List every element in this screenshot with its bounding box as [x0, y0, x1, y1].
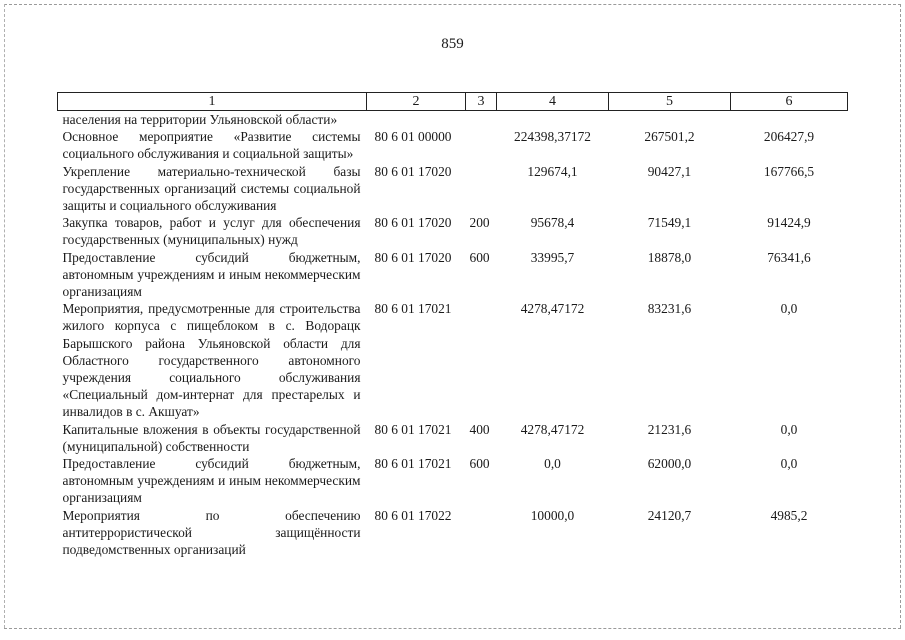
row-code: 80 6 01 17020	[374, 215, 452, 231]
row-value-5: 21231,6	[647, 421, 692, 437]
row-code: 80 6 01 17020	[374, 163, 452, 179]
table-row	[58, 300, 848, 420]
row-expense-type: 600	[469, 456, 490, 472]
row-code: 80 6 01 17021	[374, 421, 452, 437]
row-value-6: 91424,9	[767, 215, 811, 231]
row-value-4: 4278,47172	[520, 301, 585, 317]
row-value-4: 4278,47172	[520, 421, 585, 437]
row-expense-type: 200	[469, 215, 490, 231]
row-expense-type	[466, 128, 497, 162]
page-edge-right	[900, 4, 901, 628]
page-edge-bottom	[4, 628, 901, 629]
row-value-6: 0,0	[780, 301, 798, 317]
budget-table	[57, 92, 848, 558]
page-edge-left	[4, 4, 5, 628]
row-value-5: 71549,1	[647, 215, 692, 231]
row-value-5: 267501,2	[644, 129, 695, 145]
row-value-5: 90427,1	[647, 163, 692, 179]
table-row	[58, 111, 848, 129]
row-value-4: 129674,1	[527, 163, 578, 179]
column-header-1: 1	[58, 93, 367, 111]
column-header-5: 5	[609, 93, 731, 111]
row-name: Мероприятия по обеспечению антитеррористической защищённости подведомственных организаций	[62, 507, 361, 558]
page-number: 859	[441, 36, 464, 52]
table-row	[58, 421, 848, 455]
row-expense-type: 600	[469, 249, 490, 265]
column-header-4: 4	[497, 93, 609, 111]
header-row	[58, 93, 848, 111]
table-row	[58, 163, 848, 215]
row-value-6: 0,0	[780, 456, 798, 472]
column-header-2: 2	[367, 93, 466, 111]
row-code	[367, 111, 466, 129]
row-expense-type	[466, 507, 497, 559]
row-code: 80 6 01 17020	[374, 249, 452, 265]
row-name: Основное мероприятие «Развитие системы социального обслуживания и социальной защиты»	[62, 129, 361, 162]
row-name: населения на территории Ульяновской области»	[62, 112, 338, 127]
table-row	[58, 249, 848, 301]
row-value-4: 10000,0	[530, 507, 575, 523]
table-row	[58, 214, 848, 248]
row-code: 80 6 01 17022	[374, 507, 452, 523]
row-name: Мероприятия, предусмотренные для строительства жилого корпуса с пищеблоком в с. Водорацк Барышского района Ульяновской области для Областного государственного автономного учреждения социального обслуживания «Специальный дом-интернат для престарелых и инвалидов в с. Акшуат»	[62, 301, 361, 420]
row-value-6: 0,0	[780, 421, 798, 437]
row-value-5: 62000,0	[647, 456, 692, 472]
table-row	[58, 128, 848, 162]
row-code: 80 6 01 17021	[374, 456, 452, 472]
row-expense-type: 400	[469, 421, 490, 437]
row-name: Укрепление материально-технической базы государственных организаций системы социальной защиты и социального обслуживания	[62, 163, 361, 214]
row-name: Предоставление субсидий бюджетным, автономным учреждениям и иным некоммерческим организациям	[62, 456, 361, 506]
column-header-3: 3	[466, 93, 497, 111]
row-value-6: 206427,9	[763, 129, 815, 145]
column-header-6: 6	[731, 93, 848, 111]
row-value-5: 18878,0	[647, 249, 692, 265]
row-value-6: 4985,2	[770, 507, 808, 523]
row-value-4: 224398,37172	[514, 129, 591, 145]
row-expense-type	[466, 111, 497, 129]
row-value-6	[731, 111, 848, 129]
row-value-5: 83231,6	[647, 301, 692, 317]
row-expense-type	[466, 163, 497, 215]
page-edge-top	[4, 4, 901, 5]
row-value-4: 95678,4	[530, 215, 575, 231]
row-value-5: 24120,7	[647, 507, 692, 523]
table-row	[58, 455, 848, 507]
row-value-4	[497, 111, 609, 129]
row-code: 80 6 01 17021	[374, 301, 452, 317]
row-value-5	[609, 111, 731, 129]
row-value-4: 0,0	[544, 456, 561, 472]
row-code: 80 6 01 00000	[374, 129, 452, 145]
row-name: Закупка товаров, работ и услуг для обеспечения государственных (муниципальных) нужд	[62, 215, 361, 248]
row-expense-type	[466, 300, 497, 420]
row-value-6: 167766,5	[763, 163, 815, 179]
row-value-6: 76341,6	[767, 249, 811, 265]
row-name: Капитальные вложения в объекты государственной (муниципальной) собственности	[62, 421, 361, 454]
row-value-4: 33995,7	[530, 249, 575, 265]
table-row	[58, 507, 848, 559]
row-name: Предоставление субсидий бюджетным, автономным учреждениям и иным некоммерческим организациям	[62, 249, 361, 300]
